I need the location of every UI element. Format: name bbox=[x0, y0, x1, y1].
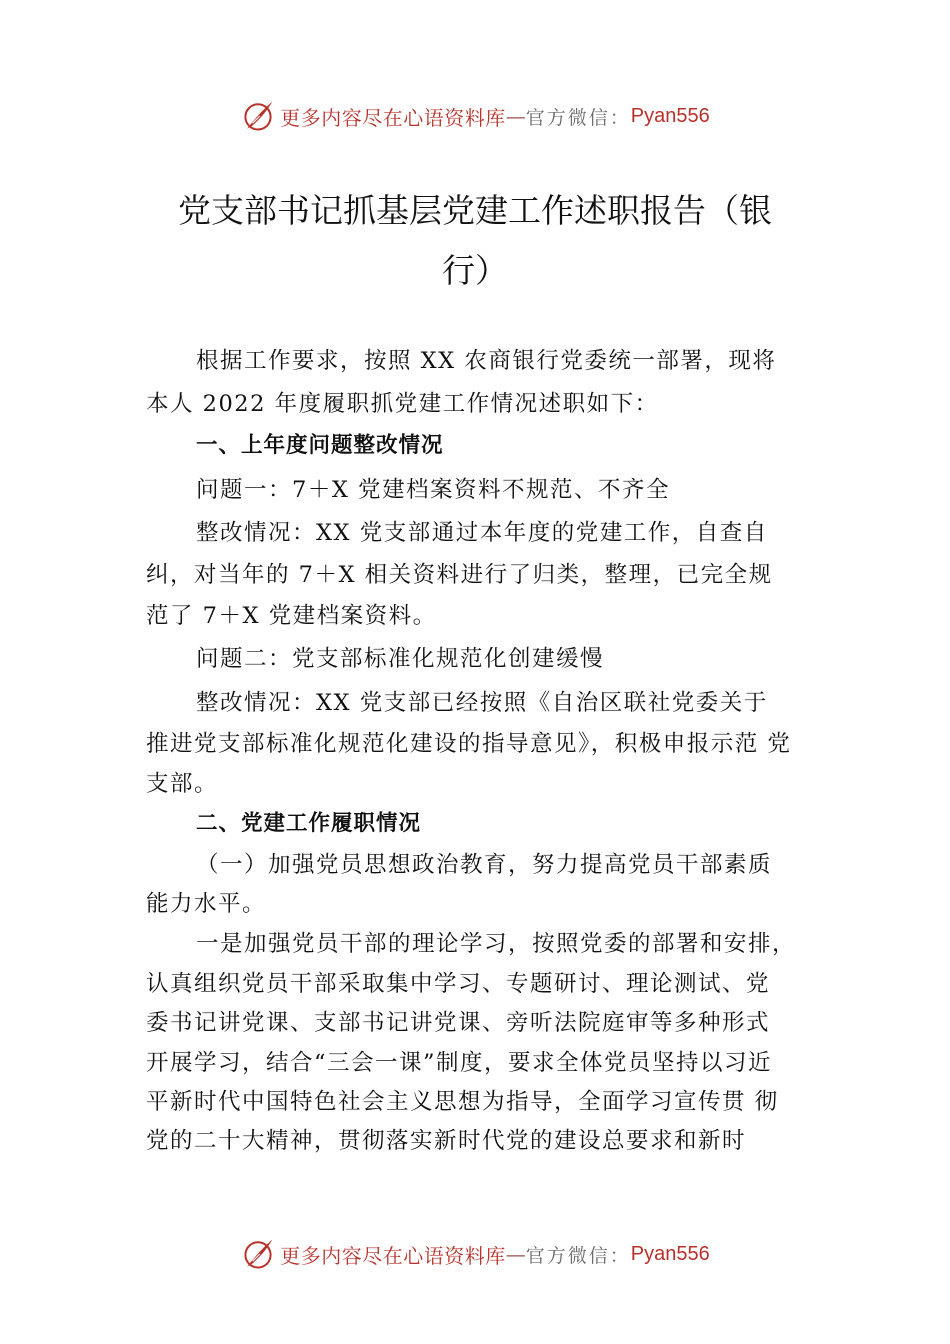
watermark-wechat-label: 官方微信： bbox=[525, 1244, 631, 1267]
watermark-wechat-id: Pyan556 bbox=[630, 104, 710, 127]
body-line: 一是加强党员干部的理论学习，按照党委的部署和安排， bbox=[196, 931, 797, 957]
body-line: 委书记讲党课、支部书记讲党课、旁听法院庭审等多种形式 bbox=[146, 1010, 771, 1036]
body-line: 推进党支部标准化规范化建设的指导意见》，积极申报示范 党 bbox=[146, 731, 792, 757]
body-line: 整改情况：XX 党支部通过本年度的党建工作，自查自 bbox=[196, 520, 768, 546]
body-line: 本人 2022 年度履职抓党建工作情况述职如下： bbox=[146, 391, 659, 417]
quill-seal-icon bbox=[240, 98, 276, 134]
document-title-line-1: 党支部书记抓基层党建工作述职报告（银 bbox=[178, 191, 772, 230]
watermark-brand: 更多内容尽在心语资料库 bbox=[280, 105, 506, 130]
watermark-dash: — bbox=[505, 104, 526, 128]
watermark-dash: — bbox=[505, 1242, 526, 1266]
body-line: 整改情况：XX 党支部已经按照《自治区联社党委关于 bbox=[196, 690, 768, 716]
section-heading: 二、党建工作履职情况 bbox=[196, 811, 422, 836]
quill-seal-icon bbox=[240, 1236, 276, 1272]
body-line: 开展学习，结合“三会一课”制度，要求全体党员坚持以习近 bbox=[146, 1050, 773, 1076]
watermark-wechat-id: Pyan556 bbox=[630, 1242, 710, 1265]
body-line: 能力水平。 bbox=[146, 891, 267, 917]
body-line: （一）加强党员思想政治教育，努力提高党员干部素质 bbox=[196, 852, 773, 878]
body-line: 范了 7＋X 党建档案资料。 bbox=[146, 603, 437, 629]
body-line: 支部。 bbox=[146, 771, 219, 797]
watermark-wechat-label: 官方微信： bbox=[525, 106, 631, 129]
section-heading: 一、上年度问题整改情况 bbox=[196, 433, 444, 458]
body-line: 问题二：党支部标准化规范化创建缓慢 bbox=[196, 646, 605, 672]
watermark-banner-top bbox=[0, 96, 950, 136]
body-line: 认真组织党员干部采取集中学习、专题研讨、理论测试、党 bbox=[146, 971, 771, 997]
body-line: 党的二十大精神，贯彻落实新时代党的建设总要求和新时 bbox=[146, 1128, 747, 1154]
document-title-line-2: 行） bbox=[442, 251, 508, 290]
body-line: 问题一：7＋X 党建档案资料不规范、不齐全 bbox=[196, 477, 670, 503]
body-line: 纠，对当年的 7＋X 相关资料进行了归类，整理，已完全规 bbox=[146, 562, 773, 588]
watermark-brand: 更多内容尽在心语资料库 bbox=[280, 1243, 506, 1268]
body-line: 根据工作要求，按照 XX 农商银行党委统一部署，现将 bbox=[196, 348, 777, 374]
body-line: 平新时代中国特色社会主义思想为指导，全面学习宣传贯 彻 bbox=[146, 1089, 779, 1115]
watermark-banner-bottom bbox=[0, 1234, 950, 1274]
